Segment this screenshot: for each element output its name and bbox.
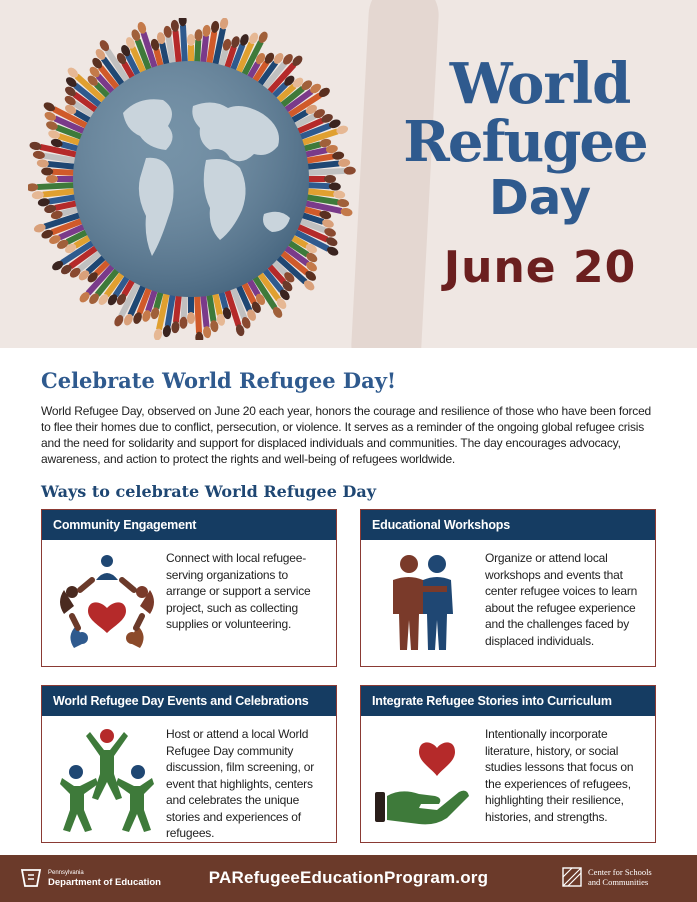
event-date: June 20 xyxy=(443,242,637,293)
card-description: Host or attend a local World Refugee Day community discussion, film screening, or event that highlights, centers and celebrates the unique stories and experiences of refugees. xyxy=(166,727,315,840)
card-events-celebrations xyxy=(41,685,337,843)
intro-paragraph: World Refugee Day, observed on June 20 each year, honors the courage and resilience of those who have been forced to flee their homes due to conflict, persecution, or violence. It serves as a reminder of the ongoing global refugee crisis and the need for solidarity and support for displaced individuals and communities. The day encourages advocacy, awareness, and action to protect the rights and well-being of refugees worldwide. xyxy=(41,404,652,466)
card-description: Connect with local refugee-serving organizations to arrange or support a service project, such as collecting supplies or volunteering. xyxy=(166,551,311,631)
website-link[interactable]: PARefugeeEducationProgram.org xyxy=(208,868,489,887)
card-title: Educational Workshops xyxy=(361,510,655,540)
center-line2: and Communities xyxy=(588,877,649,887)
title-day: Day xyxy=(488,170,592,226)
center-logo-icon xyxy=(562,867,582,887)
center-schools-logo xyxy=(562,867,652,887)
center-line1: Center for Schools xyxy=(588,867,652,877)
card-description: Intentionally incorporate literature, history, or social studies lessons that focus on the experiences of refugees, highlighting their resilience, histories, and strengths. xyxy=(485,727,634,824)
card-title: World Refugee Day Events and Celebrations xyxy=(42,686,336,716)
dept-name: Department of Education xyxy=(48,876,161,888)
hand-heart-icon xyxy=(371,726,481,836)
card-title: Community Engagement xyxy=(42,510,336,540)
title-refugee: Refugee xyxy=(403,109,647,175)
card-description: Organize or attend local workshops and events that center refugee voices to learn about the refugee experience and the challenges faced by displaced individuals. xyxy=(485,551,638,648)
hero-banner xyxy=(0,0,697,348)
community-heart-icon xyxy=(52,550,162,660)
globe-illustration xyxy=(28,18,368,340)
ways-heading: Ways to celebrate World Refugee Day xyxy=(41,482,377,501)
dept-state: Pennsylvania xyxy=(48,869,84,876)
intro-heading: Celebrate World Refugee Day! xyxy=(41,368,397,393)
card-title: Integrate Refugee Stories into Curriculum xyxy=(361,686,655,716)
two-people-icon xyxy=(371,550,481,660)
people-pyramid-icon xyxy=(52,726,162,836)
card-refugee-stories-curriculum xyxy=(360,685,656,843)
card-community-engagement xyxy=(41,509,337,667)
title-block xyxy=(400,51,680,293)
card-educational-workshops xyxy=(360,509,656,667)
footer-bar xyxy=(0,855,697,902)
title-world: World xyxy=(449,51,631,117)
